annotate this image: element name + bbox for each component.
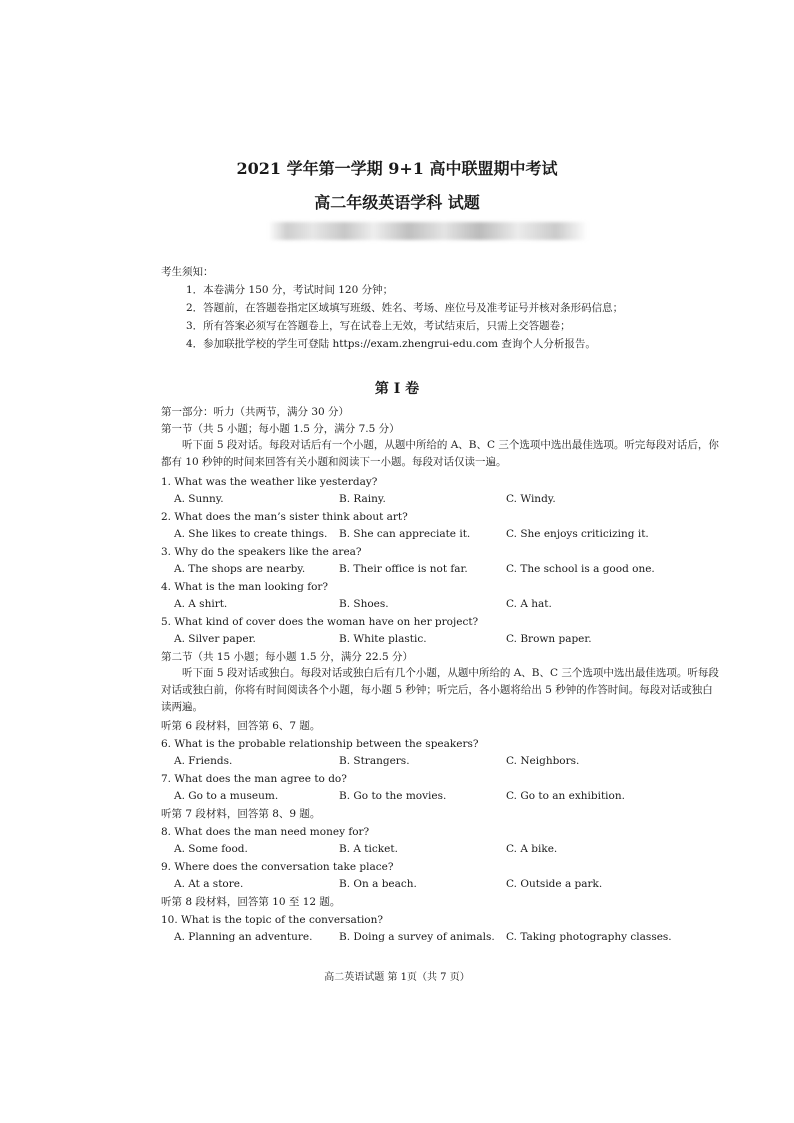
option-c: C. The school is a good one. (506, 563, 655, 575)
option-c: C. Brown paper. (506, 633, 592, 645)
option-c: C. Windy. (506, 493, 556, 505)
option-b: B. Rainy. (339, 493, 386, 505)
part-heading: 第一部分：听力（共两节，满分 30 分） (161, 406, 350, 418)
notice-item: 1．本卷满分 150 分，考试时间 120 分钟； (186, 284, 394, 296)
page-footer: 高二英语试题 第 1页（共 7 页） (324, 972, 470, 983)
exam-title: 2021 学年第一学期 9+1 高中联盟期中考试 (236, 159, 558, 178)
option-c: C. Go to an exhibition. (506, 790, 625, 802)
option-a: A. Some food. (174, 843, 248, 855)
material-note: 听第 6 段材料，回答第 6、7 题。 (161, 720, 321, 732)
section-heading: 第二节（共 15 小题；每小题 1.5 分，满分 22.5 分） (161, 651, 413, 663)
notice-heading: 考生须知： (161, 266, 214, 278)
option-b: B. Their office is not far. (339, 563, 468, 575)
question-stem: 4. What is the man looking for? (161, 581, 329, 593)
option-c: C. Taking photography classes. (506, 931, 672, 943)
question-stem: 7. What does the man agree to do? (161, 773, 347, 785)
question-stem: 1. What was the weather like yesterday? (161, 476, 378, 488)
option-a: A. Friends. (174, 755, 233, 767)
section-instructions: 听下面 5 段对话。每段对话后有一个小题，从题中所给的 A、B、C 三个选项中选出最佳选项。听完每段对话后，你都有 10 秒钟的时间来回答有关小题和阅读下一小题。每段对话仅读一遍。 (161, 439, 719, 468)
exam-subtitle: 高二年级英语学科 试题 (314, 193, 480, 212)
notice-item: 4．参加联批学校的学生可登陆 https://exam.zhengrui-edu.com 查询个人分析报告。 (186, 338, 596, 350)
option-c: C. Neighbors. (506, 755, 580, 767)
option-b: B. She can appreciate it. (339, 528, 471, 540)
volume-title: 第 I 卷 (374, 381, 420, 397)
question-stem: 6. What is the probable relationship between the speakers? (161, 738, 479, 750)
option-b: B. A ticket. (339, 843, 398, 855)
option-a: A. Silver paper. (174, 633, 256, 645)
option-b: B. Go to the movies. (339, 790, 447, 802)
option-a: A. The shops are nearby. (174, 563, 306, 575)
question-stem: 5. What kind of cover does the woman have on her project? (161, 616, 479, 628)
option-c: C. A hat. (506, 598, 552, 610)
option-a: A. She likes to create things. (174, 528, 328, 540)
material-note: 听第 8 段材料，回答第 10 至 12 题。 (161, 896, 341, 908)
question-stem: 10. What is the topic of the conversation? (161, 914, 384, 926)
section-instructions: 听下面 5 段对话或独白。每段对话或独白后有几个小题，从题中所给的 A、B、C 三个选项中选出最佳选项。听每段对话或独白前，你将有时间阅读各个小题，每小题 5 秒钟；听完后，各小题将给出 5 秒钟的作答时间。每段对话或独白读两遍。 (161, 667, 719, 713)
option-c: C. Outside a park. (506, 878, 603, 890)
question-stem: 2. What does the man’s sister think about art? (161, 511, 408, 523)
question-stem: 8. What does the man need money for? (161, 826, 370, 838)
section-heading: 第一节（共 5 小题；每小题 1.5 分，满分 7.5 分） (161, 423, 400, 435)
option-c: C. She enjoys criticizing it. (506, 528, 649, 540)
option-b: B. On a beach. (339, 878, 417, 890)
option-b: B. Strangers. (339, 755, 410, 767)
option-a: A. At a store. (174, 878, 244, 890)
question-stem: 3. Why do the speakers like the area? (161, 546, 362, 558)
redacted-area (268, 222, 588, 240)
option-b: B. Doing a survey of animals. (339, 931, 495, 943)
option-b: B. White plastic. (339, 633, 427, 645)
option-b: B. Shoes. (339, 598, 389, 610)
option-a: A. Planning an adventure. (174, 931, 313, 943)
material-note: 听第 7 段材料，回答第 8、9 题。 (161, 808, 321, 820)
notice-item: 3．所有答案必须写在答题卷上，写在试卷上无效，考试结束后，只需上交答题卷； (186, 320, 571, 332)
option-a: A. A shirt. (174, 598, 228, 610)
option-a: A. Go to a museum. (174, 790, 279, 802)
notice-item: 2．答题前，在答题卷指定区域填写班级、姓名、考场、座位号及准考证号并核对条形码信息； (186, 302, 624, 314)
question-stem: 9. Where does the conversation take place? (161, 861, 394, 873)
option-c: C. A bike. (506, 843, 558, 855)
option-a: A. Sunny. (174, 493, 224, 505)
